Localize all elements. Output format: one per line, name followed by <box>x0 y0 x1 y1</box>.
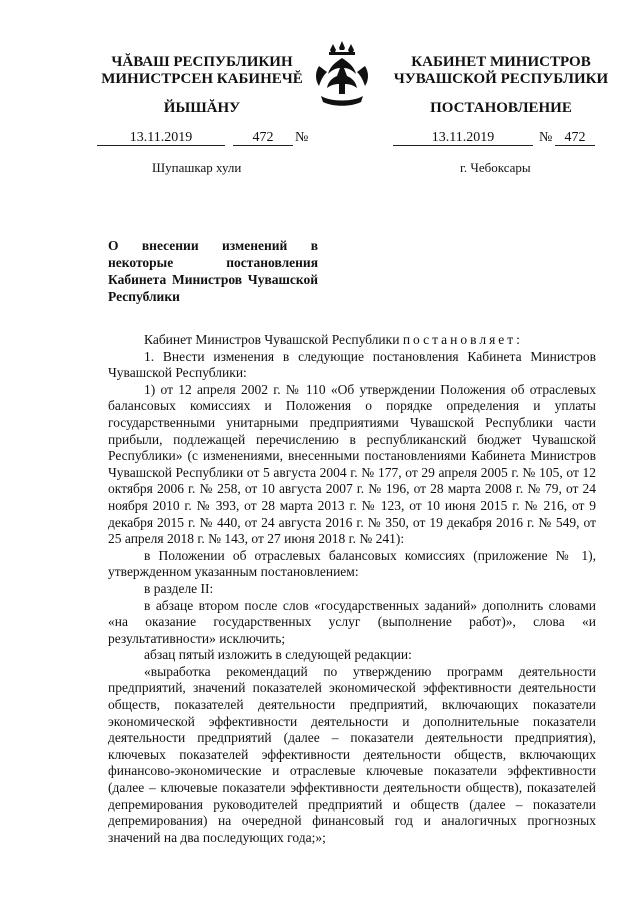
right-no-sign: № <box>539 130 553 145</box>
header-left-line1: ЧĂВАШ РЕСПУБЛИКИН <box>111 54 293 70</box>
body-paragraph: в абзаце втором после слов «государственных заданий» дополнить словами «на оказание государственных услуг (выполнение работ)», слова «и результативности» исключить; <box>108 597 596 646</box>
place-right: г. Чебоксары <box>460 160 531 175</box>
intro-verb: постановляет: <box>402 332 523 347</box>
left-number: 472 <box>233 130 293 146</box>
body-paragraph: 1) от 12 апреля 2002 г. № 110 «Об утверждении Положения об отраслевых балансовых комиссиях и Положения о порядке определения и уплаты государственными унитарными предприятиями Чувашской Республики части прибыли, подлежащей перечислению в республиканский бюджет Чувашской Республики» (с изменениями, внесенными постановлениями Кабинета Министров Чувашской Республики от 5 августа 2004 г. № 177, от 29 апреля 2005 г. № 105, от 12 октября 2006 г. № 258, от 10 августа 2007 г. № 196, от 28 марта 2008 г. № 79, от 24 ноября 2010 г. № 393, от 28 марта 2013 г. № 123, от 10 июня 2015 г. № 216, от 9 декабря 2015 г. № 440, от 24 августа 2016 г. № 350, от 19 декабря 2016 г. № 549, от 25 апреля 2018 г. № 143, от 27 июня 2018 г. № 241): <box>108 381 596 547</box>
number-line-right <box>393 130 613 146</box>
header-right-line1: КАБИНЕТ МИНИСТРОВ <box>411 54 591 70</box>
document-body <box>108 332 596 846</box>
header-right-doc-type: ПОСТАНОВЛЕНИЕ <box>430 100 572 116</box>
right-date: 13.11.2019 <box>393 130 533 146</box>
body-paragraph: абзац пятый изложить в следующей редакции: <box>144 647 412 663</box>
body-intro <box>108 332 596 349</box>
header-left-doc-type: ЙЫШĂНУ <box>163 100 241 116</box>
number-line-left <box>97 130 327 146</box>
header-left-line2: МИНИСТРСЕН КАБИНЕЧĔ <box>101 71 303 87</box>
body-paragraph: 1. Внести изменения в следующие постановления Кабинета Министров Чувашской Республики: <box>108 348 596 381</box>
intro-text: Кабинет Министров Чувашской Республики <box>144 332 400 347</box>
header-left-org <box>92 54 312 88</box>
body-paragraph: в разделе II: <box>144 580 214 596</box>
left-no-sign: № <box>295 130 309 145</box>
body-paragraph: «выработка рекомендаций по утверждению программ деятельности предприятий, значений показателей экономической эффективности деятельности обществ, показателей деятельности предприятий, включающих показатели экономической эффективности деятельности и дополнительные показатели деятельности предприятий (далее – показатели деятельности предприятия), ключевых показателей эффективности деятельности обществ, включающих финансово-экономические и отраслевые ключевые показатели эффективности (далее – ключевые показатели эффективности деятельности обществ), показателей депремирования руководителей предприятий и обществ (далее – показатели депремирования) на очередной финансовый год и аналогичных прогнозных значений на два последующих года;»; <box>108 663 596 845</box>
body-paragraph: в Положении об отраслевых балансовых комиссиях (приложение № 1), утвержденном указанным постановлением: <box>108 547 596 580</box>
right-number: 472 <box>555 130 595 146</box>
left-date: 13.11.2019 <box>97 130 225 146</box>
document-title: О внесении изменений в некоторые постановления Кабинета Министров Чувашской Республики <box>108 238 318 304</box>
place-left: Шупашкар хули <box>152 160 242 175</box>
header-right-line2: ЧУВАШСКОЙ РЕСПУБЛИКИ <box>393 71 609 87</box>
header-right-org <box>386 54 616 88</box>
coat-of-arms-emblem <box>311 40 373 108</box>
